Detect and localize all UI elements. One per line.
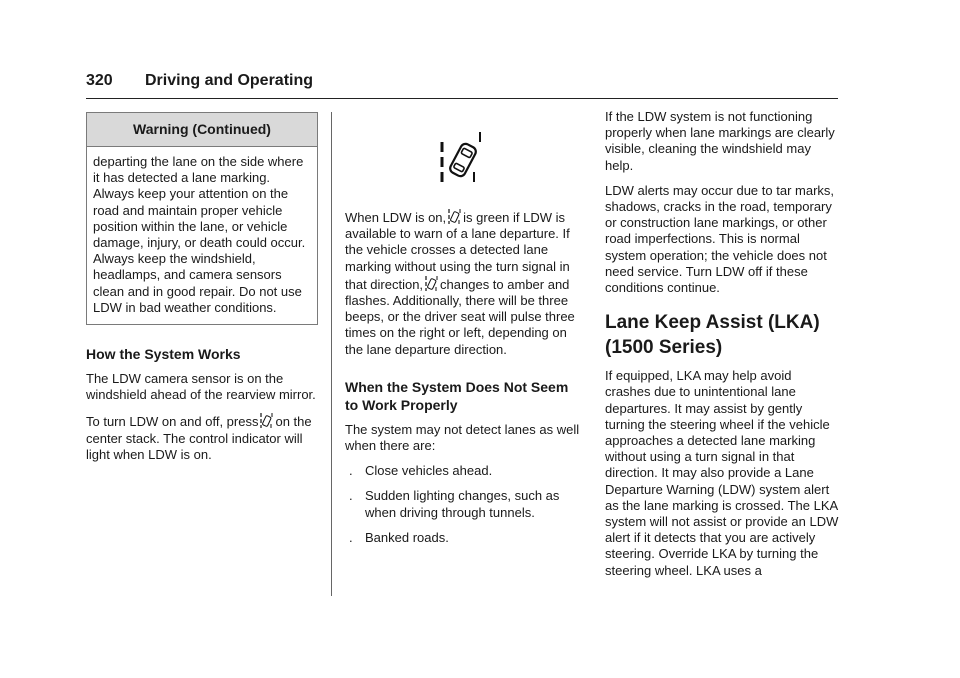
how-system-works-heading: How the System Works: [86, 346, 241, 363]
lane-departure-icon: [425, 275, 438, 292]
ldw-on-text-b: is green if LDW is available to warn of a lane departure. If the vehicle crosses a detected lane marking without using the turn signal in that direction,: [345, 210, 570, 292]
camera-paragraph: The LDW camera sensor is on the windshield ahead of the rearview mirror.: [86, 371, 316, 403]
list-item-text: Banked roads.: [365, 529, 449, 545]
warning-box: [86, 112, 318, 325]
column-3: [605, 109, 840, 588]
alerts-paragraph: LDW alerts may occur due to tar marks, shadows, cracks in the road, temporary or construction lane markings, or other road imperfections. This is normal system operation; the vehicle does not need service. Turn LDW off if these conditions continue.: [605, 182, 835, 296]
lka-paragraph: If equipped, LKA may help avoid crashes due to unintentional lane departures. It may assist by gently turning the steering wheel if the vehicle approaches a detected lane marking without using a turn signal in that direction. It may also provide a Lane Departure Warning (LDW) system alert as the lane marking is crossed. The LKA system will not assist or provide an LDW alert if it detects that you are actively steering. Override LKA by turning the steering wheel. LKA uses a: [605, 368, 839, 578]
page-header: [86, 72, 838, 100]
not-working-heading: When the System Does Not Seem to Work Properly: [345, 378, 569, 413]
lane-departure-icon: [260, 412, 273, 429]
conditions-list: [345, 463, 580, 546]
bullet-symbol: .: [349, 488, 353, 504]
list-item: [345, 530, 580, 546]
section-title: Driving and Operating: [145, 72, 314, 89]
turn-on-paragraph: [86, 412, 318, 463]
detect-lanes-paragraph: The system may not detect lanes as well when there are:: [345, 421, 580, 454]
column-1: [86, 112, 318, 472]
column-2: [345, 112, 580, 555]
lane-departure-icon: [448, 208, 461, 225]
list-item: [345, 488, 580, 520]
turn-on-text-b: on the center stack. The control indicator will light when LDW is on.: [86, 414, 312, 462]
bullet-symbol: .: [349, 463, 353, 479]
list-item-text: Close vehicles ahead.: [365, 463, 493, 479]
lane-departure-icon: [436, 130, 484, 184]
header-rule: [86, 98, 838, 99]
ldw-on-text-c: changes to amber and flashes. Additionally, there will be three beeps, or the driver seat will pulse three times on the right or left, depending on the lane departure direction.: [345, 276, 575, 357]
lka-heading: Lane Keep Assist (LKA) (1500 Series): [605, 312, 820, 359]
ldw-on-text-a: When LDW is on,: [345, 210, 447, 225]
list-item: [345, 463, 580, 479]
ldw-on-paragraph: [345, 208, 580, 358]
warning-text: departing the lane on the side where it has detected a lane marking. Always keep your attention on the road and maintain proper vehicle position within the lane, or vehicle damage, injury, or death could occur. Always keep the windshield, headlamps, and camera sensors clean and in good repair. Do not use LDW in bad weather conditions.: [93, 154, 306, 315]
column-divider: [331, 112, 332, 596]
warning-title: Warning (Continued): [87, 113, 317, 147]
page-number: 320: [86, 72, 113, 89]
list-item-text: Sudden lighting changes, such as when driving through tunnels.: [365, 488, 560, 520]
bullet-symbol: .: [349, 529, 353, 545]
icon-illustration: [345, 112, 580, 184]
turn-on-text-a: To turn LDW on and off, press: [86, 414, 259, 430]
cleaning-paragraph: If the LDW system is not functioning properly when lane markings are clearly visible, cleaning the windshield may help.: [605, 109, 835, 173]
